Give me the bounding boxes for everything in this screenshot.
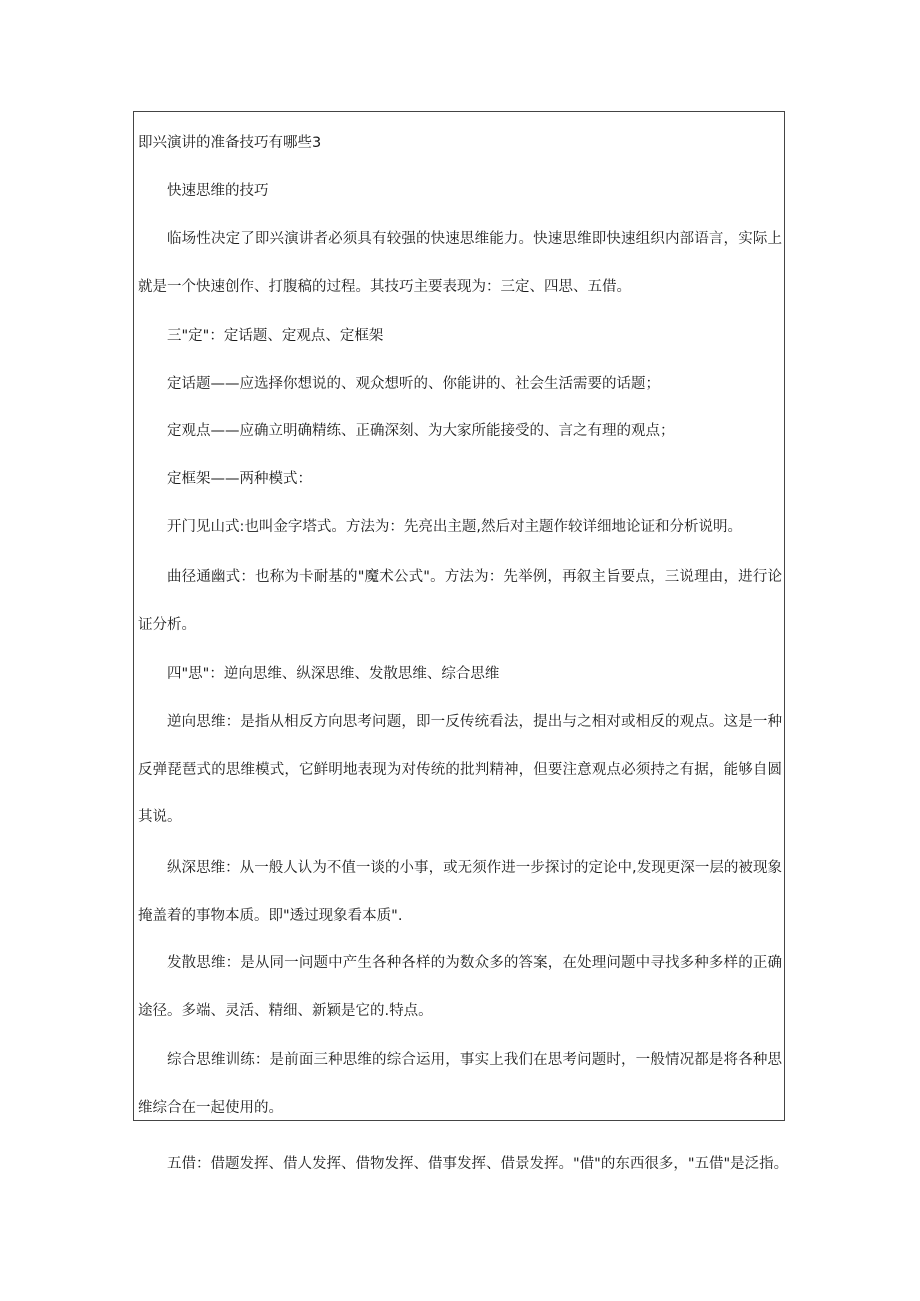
paragraph-ding-viewpoint: 定观点——应确立明确精练、正确深刻、为大家所能接受的、言之有理的观点； xyxy=(167,423,675,439)
paragraph-fast-thinking-heading: 快速思维的技巧 xyxy=(167,183,269,199)
document-title: 即兴演讲的准备技巧有哪些3 xyxy=(138,135,322,151)
paragraph-comprehensive-thinking: 综合思维训练：是前面三种思维的综合运用，事实上我们在思考问题时，一般情况都是将各种思维综合在一起使用的。 xyxy=(138,1052,782,1116)
paragraph-direct-style: 开门见山式:也叫金字塔式。方法为：先亮出主题,然后对主题作较详细地论证和分析说明。 xyxy=(167,519,742,535)
paragraph-ding-topic: 定话题——应选择你想说的、观众想听的、你能讲的、社会生活需要的话题； xyxy=(167,376,660,392)
paragraph-five-jie: 五借：借题发挥、借人发挥、借物发挥、借事发挥、借景发挥。"借"的东西很多，"五借"是泛指。 xyxy=(167,1156,789,1172)
paragraph-winding-style: 曲径通幽式：也称为卡耐基的"魔术公式"。方法为：先举例，再叙主旨要点，三说理由，进行论证分析。 xyxy=(138,569,782,633)
paragraph-three-ding: 三"定"：定话题、定观点、定框架 xyxy=(167,328,384,344)
paragraph-deep-thinking: 纵深思维：从一般人认为不值一谈的小事，或无须作进一步探讨的定论中,发现更深一层的被现象掩盖着的事物本质。即"透过现象看本质". xyxy=(138,860,782,924)
paragraph-ding-framework: 定框架——两种模式： xyxy=(167,471,312,487)
paragraph-reverse-thinking: 逆向思维：是指从相反方向思考问题，即一反传统看法，提出与之相对或相反的观点。这是一种反弹琵琶式的思维模式，它鲜明地表现为对传统的批判精神，但要注意观点必须持之有据，能够自圆其说。 xyxy=(138,714,782,825)
paragraph-four-si: 四"思"：逆向思维、纵深思维、发散思维、综合思维 xyxy=(167,666,500,682)
paragraph-intro: 临场性决定了即兴演讲者必须具有较强的快速思维能力。快速思维即快速组织内部语言，实际上就是一个快速创作、打腹稿的过程。其技巧主要表现为：三定、四思、五借。 xyxy=(138,231,782,295)
paragraph-divergent-thinking: 发散思维：是从同一问题中产生各种各样的为数众多的答案，在处理问题中寻找多种多样的正确途径。多端、灵活、精细、新颖是它的.特点。 xyxy=(138,955,782,1019)
